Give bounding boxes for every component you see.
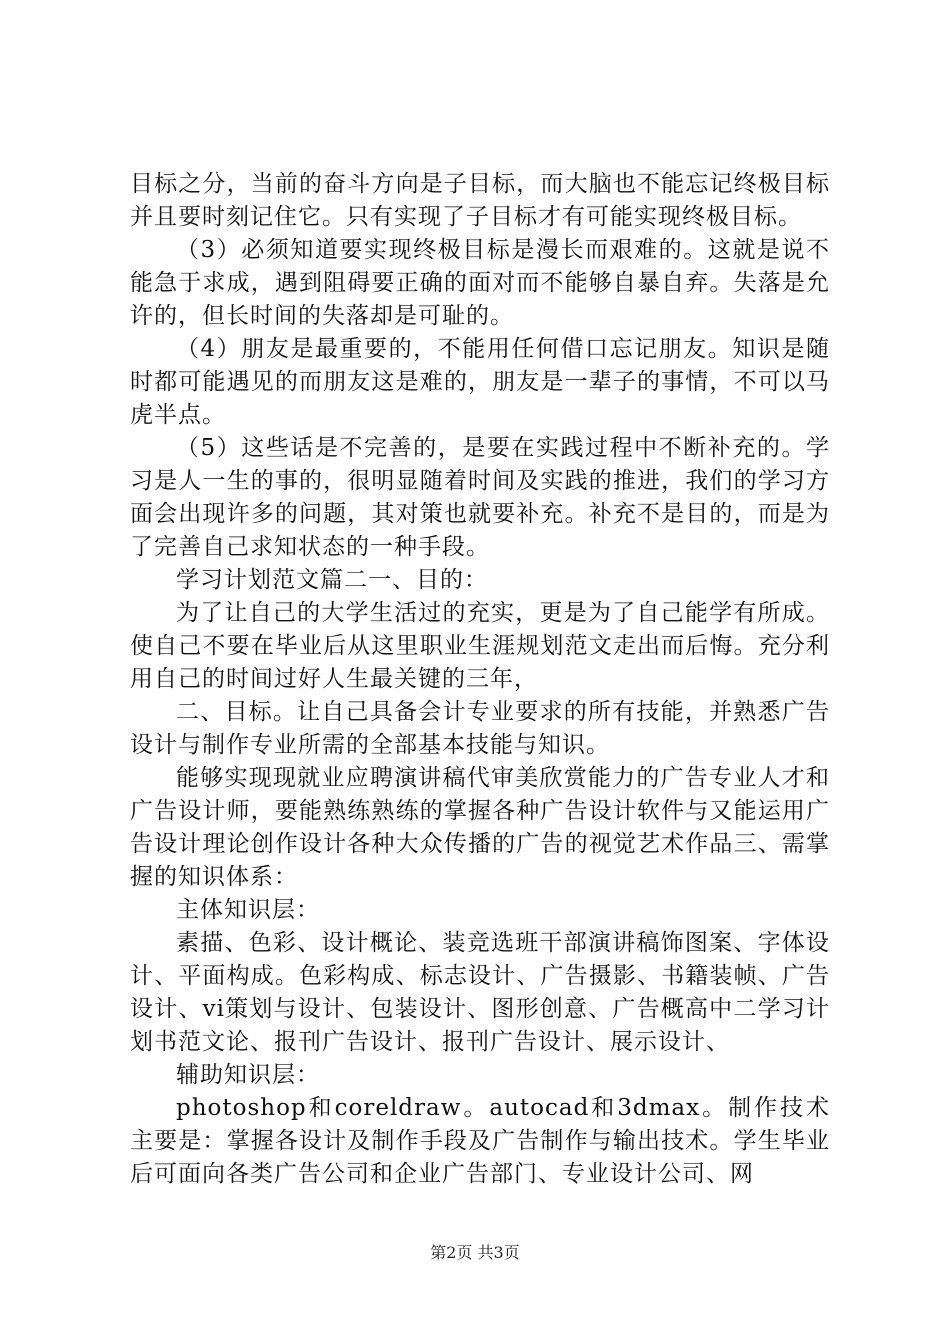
page-number-footer: 第2页 共3页 (430, 1243, 520, 1262)
paragraph-4: （5）这些话是不完善的，是要在实践过程中不断补充的。学习是人一生的事的，很明显随着时间及实践的推进，我们的学习方面会出现许多的问题，其对策也就要补充。补充不是目的，而是为了完善自己求知状态的一种手段。 (130, 435, 830, 560)
document-body (130, 168, 830, 1191)
section-heading: 学习计划范文篇二一、目的： (176, 567, 488, 593)
paragraph-1: 目标之分，当前的奋斗方向是子目标，而大脑也不能忘记终极目标并且要时刻记住它。只有实现了子目标才有可能实现终极目标。 (130, 171, 830, 230)
paragraph-10: 素描、色彩、设计概论、装竞选班干部演讲稿饰图案、字体设计、平面构成。色彩构成、标志设计、广告摄影、书籍装帧、广告设计、vi策划与设计、包装设计、图形创意、广告概高中二学习计划书范文论、报刊广告设计、报刊广告设计、展示设计、 (130, 930, 830, 1055)
paragraph-12: photoshop和coreldraw。autocad和3dmax。制作技术主要是：掌握各设计及制作手段及广告制作与输出技术。学生毕业后可面向各类广告公司和企业广告部门、专业设计公司、网 (130, 1095, 830, 1187)
paragraph-6: 为了让自己的大学生活过的充实，更是为了自己能学有所成。使自己不要在毕业后从这里职业生涯规划范文走出而后悔。充分利用自己的时间过好人生最关键的三年， (130, 600, 830, 692)
subheading-main-knowledge: 主体知识层： (176, 897, 320, 923)
subheading-aux-knowledge: 辅助知识层： (176, 1062, 320, 1088)
paragraph-8: 能够实现现就业应聘演讲稿代审美欣赏能力的广告专业人才和广告设计师，要能熟练熟练的掌握各种广告设计软件与又能运用广告设计理论创作设计各种大众传播的广告的视觉艺术作品三、需掌握的知识体系： (130, 765, 830, 890)
paragraph-7: 二、目标。让自己具备会计专业要求的所有技能，并熟悉广告设计与制作专业所需的全部基本技能与知识。 (130, 699, 830, 758)
paragraph-2: （3）必须知道要实现终极目标是漫长而艰难的。这就是说不能急于求成，遇到阻碍要正确的面对而不能够自暴自弃。失落是允许的，但长时间的失落却是可耻的。 (130, 237, 830, 329)
paragraph-3: （4）朋友是最重要的，不能用任何借口忘记朋友。知识是随时都可能遇见的而朋友这是难的，朋友是一辈子的事情，不可以马虎半点。 (130, 336, 830, 428)
